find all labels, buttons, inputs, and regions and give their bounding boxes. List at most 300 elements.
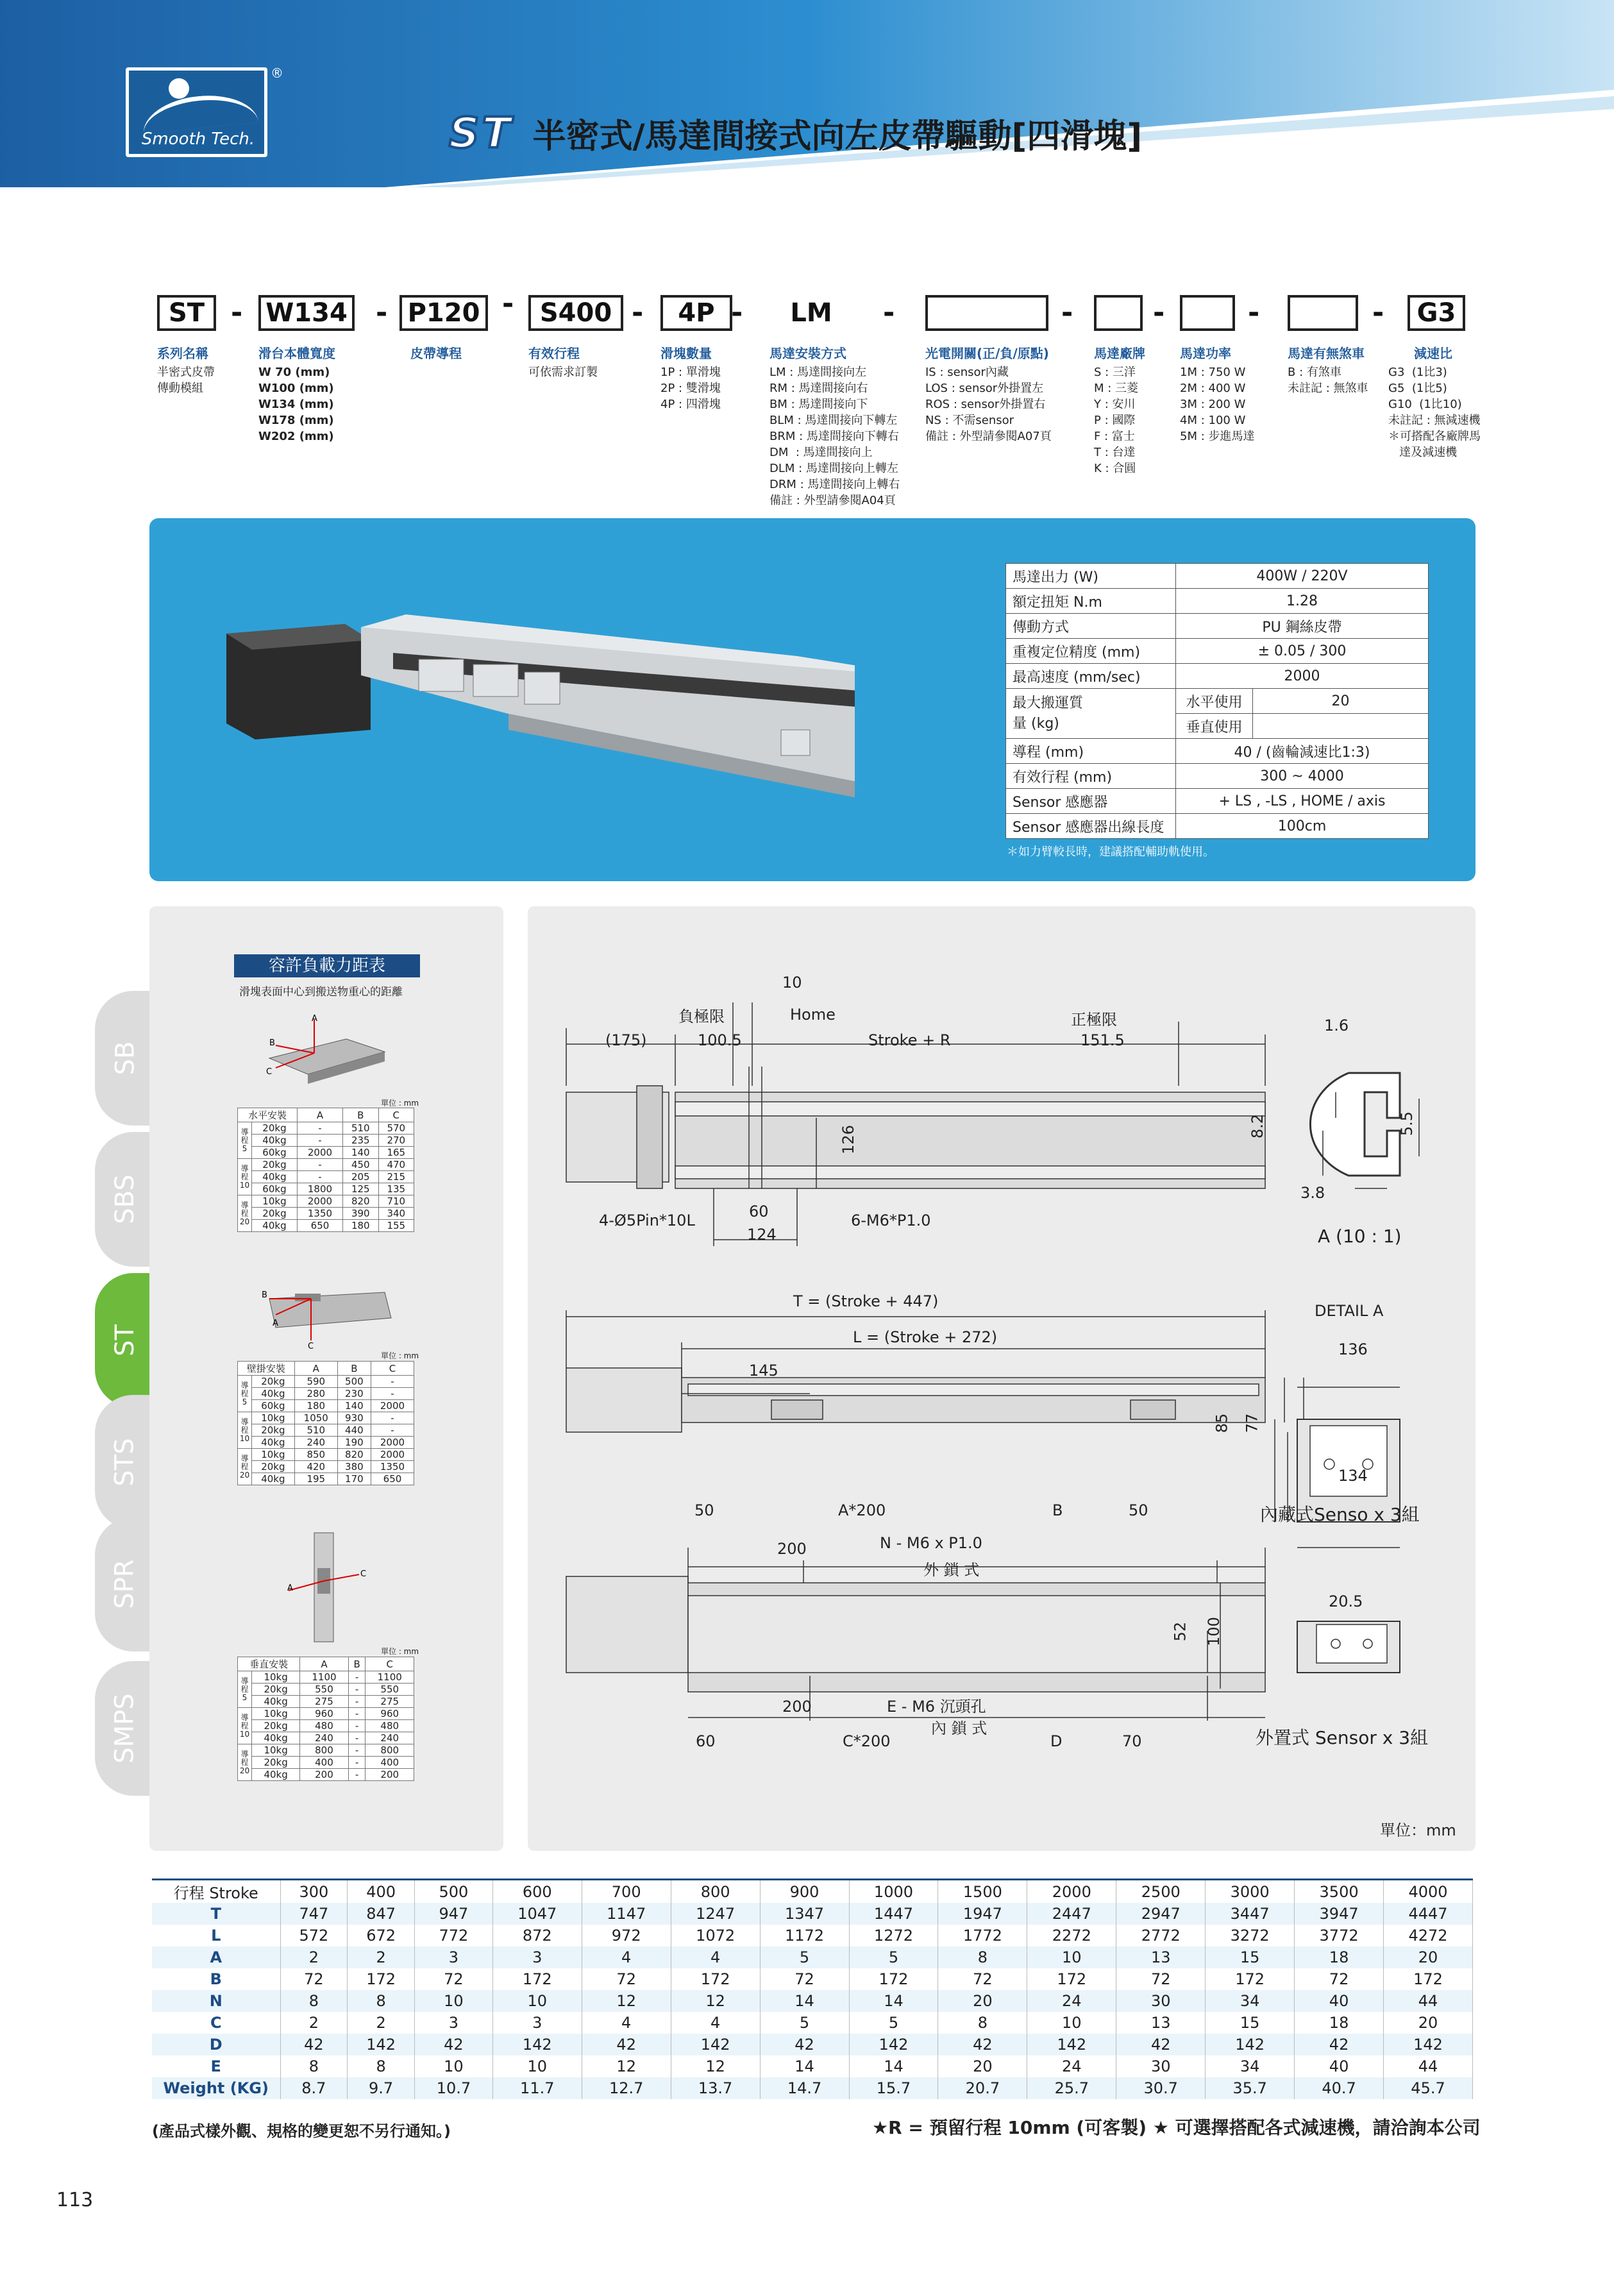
spec-table: 馬達出力 (W) 400W / 220V 額定扭矩 N.m 1.28 傳動方式 PU 鋼絲皮帶 重複定位精度 (mm) ± 0.05 / 300 最高速度 (mm/sec) 2000 最大搬運質量 (kg) 水平使用 20 垂直使用 導程 (mm) 40 / (齒輪減速比1:3) 有效行程 (mm) 300 ~ 4000 Sensor 感應器 + LS , -LS , HOME / axis Sensor 感應器出線長度 100cm [1005,563,1429,839]
code-title-series: 系列名稱 [157,346,208,361]
load-head-cell: B [348,1657,366,1671]
table-row [152,2034,1473,2055]
code-title-stroke: 有效行程 [528,346,580,361]
code-title-width: 滑台本體寬度 [258,346,335,361]
dim-60: 60 [749,1203,769,1220]
load-cell: 40kg [252,1135,298,1147]
dim-cell: 72 [582,1968,671,1990]
dim-cell: 1447 [849,1903,938,1925]
load-cell: 2000 [371,1400,414,1412]
label-pos-limit: 正極限 [1071,1011,1117,1029]
lead-cell: 導程10 [238,1412,252,1449]
dim-cell: 40.7 [1295,2077,1384,2099]
table-row [238,1171,414,1183]
dim-cell: 72 [415,1968,493,1990]
code-title-brand: 馬達廠牌 [1094,346,1145,361]
dim-d: D [1050,1732,1063,1750]
load-cell: 10kg [252,1412,295,1424]
dim-cell: 72 [280,1968,348,1990]
code-text-width: W 70 (mm) W100 (mm) W134 (mm) W178 (mm) W202 (mm) [258,366,334,443]
dim-cell: 5 [760,1946,849,1968]
dim-cell: 972 [582,1925,671,1946]
dim-t-eq: T = (Stroke + 447) [793,1292,939,1310]
dim-cell: 1947 [938,1903,1027,1925]
load-cell: - [371,1376,414,1388]
load-title: 容許負載力距表 [234,954,420,977]
lead-cell: 導程20 [238,1449,252,1485]
dim-cell: 44 [1384,1990,1473,2012]
tab-sb[interactable]: SB [95,991,155,1126]
dim-c200: C*200 [843,1732,891,1750]
table-row [238,1208,414,1220]
load-cell: 650 [371,1473,414,1485]
dim-cell: 5 [849,2012,938,2034]
code-box-stroke: S400 [528,295,623,331]
table-row [152,1925,1473,1946]
code-text-gear: G3 (1比3) G5 (1比5) G10 (1比10) 未註記 : 無減速機 ＊可搭配各廠牌馬 達及減速機 [1388,366,1481,459]
table-row [238,1220,414,1232]
dim-cell: 72 [938,1968,1027,1990]
dim-cell: 18 [1295,1946,1384,1968]
dim-cell: 142 [1206,2034,1295,2055]
dim-header-cell: 2000 [1027,1880,1116,1903]
dim-cell: 24 [1027,2055,1116,2077]
dim-cell: 30.7 [1116,2077,1206,2099]
load-head-cell: B [343,1108,378,1122]
load-cell: 165 [378,1147,414,1159]
table-row [238,1757,414,1769]
tab-smps[interactable]: SMPS [95,1661,155,1796]
dim-cell: 10.7 [415,2077,493,2099]
dim-10: 10 [782,974,802,992]
table-row [152,1946,1473,1968]
dim-cell: 172 [1027,1968,1116,1990]
vertical-mount-icon [282,1530,378,1645]
dim-cell: 44 [1384,2055,1473,2077]
label-detail-a: DETAIL A [1315,1302,1384,1320]
table-row [238,1424,414,1437]
load-cell: - [348,1720,366,1732]
table-row [238,1696,414,1708]
dim-60-b: 60 [696,1732,716,1750]
product-image [149,518,855,881]
load-cell: 140 [337,1400,371,1412]
dim-cell: 772 [415,1925,493,1946]
dim-cell: 42 [582,2034,671,2055]
load-cell: 125 [343,1183,378,1195]
dim-cell: 1247 [671,1903,760,1925]
dim-a200: A*200 [838,1501,886,1519]
lead-cell: 導程5 [238,1376,252,1412]
table-row [238,1183,414,1195]
code-text-series: 半密式皮帶 傳動模組 [157,366,215,395]
load-cell: 40kg [252,1696,300,1708]
dim-cell: 3 [415,2012,493,2034]
dim-cell: 15.7 [849,2077,938,2099]
dim-cell: 10 [1027,1946,1116,1968]
page-number: 113 [56,2189,94,2211]
dim-header-cell: 700 [582,1880,671,1903]
load-table-horizontal [237,1108,414,1232]
load-cell: 340 [378,1208,414,1220]
load-cell: 960 [366,1708,414,1720]
load-head-cell: 垂直安裝 [238,1657,300,1671]
load-cell: - [348,1671,366,1684]
dim-cell: 12 [582,2055,671,2077]
label-pin: 4-Ø5Pin*10L [599,1211,695,1229]
label-lock-internal: 內 鎖 式 [931,1719,988,1737]
load-head-cell: A [294,1362,337,1376]
dim-cell: 747 [280,1903,348,1925]
dim-cell: 1347 [760,1903,849,1925]
load-cell: 1350 [297,1208,342,1220]
dim-header-cell: 300 [280,1880,348,1903]
load-cell: 390 [343,1208,378,1220]
dim-cell: 5 [760,2012,849,2034]
load-cell: 240 [294,1437,337,1449]
load-head-cell: A [300,1657,349,1671]
load-cell: - [348,1769,366,1781]
dim-cell: 11.7 [492,2077,582,2099]
dim-header-cell: 3500 [1295,1880,1384,1903]
load-cell: - [348,1744,366,1757]
table-row [152,2012,1473,2034]
code-box-width: W134 [258,295,355,331]
load-table-vertical [237,1657,414,1781]
dim-cell: 42 [760,2034,849,2055]
code-text-slider: 1P : 單滑塊 2P : 雙滑塊 4P : 四滑塊 [660,366,721,411]
table-row [152,2055,1473,2077]
dim-cell: 12.7 [582,2077,671,2099]
dim-cell: 14.7 [760,2077,849,2099]
dim-cell: 172 [492,1968,582,1990]
load-cell: 480 [366,1720,414,1732]
dim-cell: 1172 [760,1925,849,1946]
dim-124: 124 [747,1226,777,1244]
dim-cell: 672 [348,1925,415,1946]
load-cell: 275 [300,1696,349,1708]
label-lock-external: 外 鎖 式 [923,1561,980,1579]
axis-label-b: B [262,1290,267,1300]
series-code: ST [449,108,514,158]
label-m6: 6-M6*P1.0 [851,1211,931,1229]
load-cell: 500 [337,1376,371,1388]
dim-cell: 2 [280,1946,348,1968]
load-cell: 1050 [294,1412,337,1424]
load-cell: - [348,1757,366,1769]
dim-cell: 24 [1027,1990,1116,2012]
table-row [238,1412,414,1424]
load-cell: 1100 [366,1671,414,1684]
dim-cell: 8 [938,2012,1027,2034]
dim-cell: 4 [671,1946,760,1968]
axis-label-b: B [269,1038,275,1048]
load-cell: 280 [294,1388,337,1400]
lead-cell: 導程10 [238,1159,252,1195]
load-cell: 20kg [252,1376,295,1388]
load-cell: 40kg [252,1473,295,1485]
axis-label-a: A [273,1319,278,1328]
load-cell: 2000 [371,1449,414,1461]
dim-cell: 1272 [849,1925,938,1946]
dim-50-a: 50 [694,1501,714,1519]
table-row [238,1388,414,1400]
table-row [238,1708,414,1720]
dim-70: 70 [1122,1732,1142,1750]
load-cell: 1350 [371,1461,414,1473]
dim-cell: 72 [1295,1968,1384,1990]
tab-sts[interactable]: STS [95,1395,155,1530]
dim-cell: 12 [582,1990,671,2012]
dim-52: 52 [1171,1621,1189,1642]
axis-label-c: C [308,1342,314,1350]
load-cell: 550 [300,1684,349,1696]
load-cell: 470 [378,1159,414,1171]
load-cell: 200 [366,1769,414,1781]
load-cell: - [348,1732,366,1744]
load-cell: 450 [343,1159,378,1171]
table-row [238,1135,414,1147]
page-header [0,0,1614,187]
dim-100-5: 100.5 [698,1031,742,1049]
dim-header-cell: 800 [671,1880,760,1903]
lead-cell: 導程5 [238,1671,252,1708]
load-cell: 135 [378,1183,414,1195]
dim-cell: 40 [1295,1990,1384,2012]
dim-cell: 142 [1384,2034,1473,2055]
code-box-series: ST [157,295,216,331]
title-text: 半密式/馬達間接式向左皮帶驅動[四滑塊] [532,117,1143,156]
load-cell: 1800 [297,1183,342,1195]
load-cell: 2000 [371,1437,414,1449]
load-cell: 2000 [297,1195,342,1208]
dim-cell: 20 [1384,1946,1473,1968]
load-cell: 140 [343,1147,378,1159]
dim-cell: T [152,1903,280,1925]
load-cell: 400 [300,1757,349,1769]
label-neg-limit: 負極限 [678,1008,725,1026]
load-cell: 2000 [297,1147,342,1159]
load-cell: - [297,1135,342,1147]
tab-spr[interactable]: SPR [95,1517,155,1651]
code-title-sensor: 光電開關(正/負/原點) [925,346,1049,361]
dim-cell: B [152,1968,280,1990]
load-cell: 60kg [252,1147,298,1159]
load-cell: - [371,1412,414,1424]
dim-header-cell: 行程 Stroke [152,1880,280,1903]
dim-cell: 20 [1384,2012,1473,2034]
load-cell: 800 [300,1744,349,1757]
load-cell: - [348,1684,366,1696]
load-head-cell: C [366,1657,414,1671]
dim-cell: 172 [849,1968,938,1990]
company-logo: Smooth Tech. ® [126,67,267,157]
tab-sbs[interactable]: SBS [95,1132,155,1267]
dim-cell: 72 [1116,1968,1206,1990]
dim-cell: 3447 [1206,1903,1295,1925]
table-row [238,1671,414,1684]
dim-50-b: 50 [1129,1501,1148,1519]
dim-b: B [1052,1501,1063,1519]
axis-label-c: C [360,1569,367,1579]
dim-175: (175) [605,1031,647,1049]
load-cell: 155 [378,1220,414,1232]
dim-cell: 2447 [1027,1903,1116,1925]
load-cell: 40kg [252,1769,300,1781]
dim-77: 77 [1243,1413,1261,1433]
dim-cell: 8 [280,1990,348,2012]
code-text-stroke: 可依需求訂製 [528,366,598,379]
dim-cell: 172 [1384,1968,1473,1990]
dim-126: 126 [839,1125,857,1154]
label-n-m6: N - M6 x P1.0 [880,1534,982,1552]
dim-cell: 847 [348,1903,415,1925]
load-cell: 820 [337,1449,371,1461]
dim-cell: 172 [348,1968,415,1990]
dim-cell: 18 [1295,2012,1384,2034]
dim-cell: A [152,1946,280,1968]
lead-cell: 導程20 [238,1195,252,1232]
load-cell: 20kg [252,1208,298,1220]
dim-cell: 12 [671,2055,760,2077]
load-cell: - [371,1424,414,1437]
table-row [238,1195,414,1208]
dim-cell: 2 [348,2012,415,2034]
dim-cell: 8 [938,1946,1027,1968]
table-row [238,1473,414,1485]
load-cell: 205 [343,1171,378,1183]
load-cell: 10kg [252,1195,298,1208]
dim-cell: 1047 [492,1903,582,1925]
dim-cell: L [152,1925,280,1946]
dim-cell: 10 [1027,2012,1116,2034]
load-cell: 240 [366,1732,414,1744]
dim-cell: 42 [1116,2034,1206,2055]
load-cell: 380 [337,1461,371,1473]
dim-cell: 14 [849,2055,938,2077]
unit-mm: 單位：mm [1380,1821,1456,1839]
axis-label-a: A [312,1014,317,1024]
axis-label-a: A [287,1583,293,1593]
dim-header-cell: 600 [492,1880,582,1903]
table-row [238,1744,414,1757]
load-cell: 40kg [252,1171,298,1183]
load-cell: - [348,1696,366,1708]
code-text-brand: S : 三洋 M : 三菱 Y : 安川 P : 國際 F : 富士 T : 台達 K : 合圓 [1094,366,1139,475]
dim-cell: 1772 [938,1925,1027,1946]
table-row [152,2077,1473,2099]
dim-header-cell: 400 [348,1880,415,1903]
load-cell: 510 [294,1424,337,1437]
wall-mount-icon [256,1279,398,1350]
load-cell: 195 [294,1473,337,1485]
dim-cell: C [152,2012,280,2034]
dim-cell: 42 [280,2034,348,2055]
label-sensor-internal: 內藏式Senso x 3組 [1260,1504,1420,1525]
table-row [152,1903,1473,1925]
dim-cell: 13 [1116,1946,1206,1968]
dim-cell: 42 [415,2034,493,2055]
code-text-mount: LM : 馬達間接向左 RM : 馬達間接向右 BM : 馬達間接向下 BLM : 馬達間接向下轉左 BRM : 馬達間接向下轉右 DM : 馬達間接向上 DLM : 馬達間接向上轉左 DRM : 馬達間接向上轉右 備註 : 外型請參閱A04頁 [769,366,900,507]
dim-cell: 9.7 [348,2077,415,2099]
load-cell: 850 [294,1449,337,1461]
load-cell: 960 [300,1708,349,1720]
dim-cell: 4 [582,2012,671,2034]
load-cell: 20kg [252,1159,298,1171]
load-cell: 510 [343,1122,378,1135]
horizontal-mount-icon [256,1013,398,1097]
axis-label-c: C [266,1067,273,1077]
load-cell: 10kg [252,1708,300,1720]
dim-header-cell: 1500 [938,1880,1027,1903]
load-cell: 190 [337,1437,371,1449]
dim-cell: 15 [1206,2012,1295,2034]
dim-cell: 15 [1206,1946,1295,1968]
code-box-power [1180,295,1235,331]
dim-cell: 2772 [1116,1925,1206,1946]
table-row [238,1159,414,1171]
load-head-cell: 壁掛安裝 [238,1362,295,1376]
dim-header-cell: 3000 [1206,1880,1295,1903]
code-title-lead: 皮帶導程 [410,346,462,361]
table-row [238,1437,414,1449]
tab-st[interactable]: ST [95,1273,155,1408]
dim-cell: 1147 [582,1903,671,1925]
load-cell: 710 [378,1195,414,1208]
label-home: Home [790,1006,836,1024]
dim-cell: N [152,1990,280,2012]
table-row [238,1732,414,1744]
code-text-power: 1M : 750 W 2M : 400 W 3M : 200 W 4M : 100 W 5M : 步進馬達 [1180,366,1255,443]
dim-cell: 172 [671,1968,760,1990]
dim-145: 145 [749,1362,778,1380]
load-cell: 20kg [252,1757,300,1769]
load-cell: 180 [294,1400,337,1412]
load-cell: 40kg [252,1437,295,1449]
dim-100: 100 [1204,1617,1223,1646]
load-cell: 480 [300,1720,349,1732]
code-box-brake [1288,295,1358,331]
code-title-brake: 馬達有無煞車 [1288,346,1365,361]
label-a-scale: A (10 : 1) [1318,1226,1402,1247]
load-cell: 20kg [252,1461,295,1473]
dim-cell: 34 [1206,2055,1295,2077]
load-cell: - [297,1171,342,1183]
dim-cell: 10 [492,1990,582,2012]
dim-cell: E [152,2055,280,2077]
dim-cell: 3947 [1295,1903,1384,1925]
technical-drawing [528,906,1475,1851]
dim-cell: 572 [280,1925,348,1946]
dim-cell: 142 [671,2034,760,2055]
disclaimer: (產品式樣外觀、規格的變更恕不另行通知。) [152,2122,451,2140]
dim-cell: 20 [938,2055,1027,2077]
dim-1-6: 1.6 [1324,1017,1349,1034]
dim-cell: 8 [348,1990,415,2012]
dim-cell: 42 [1295,2034,1384,2055]
dim-cell: 2 [280,2012,348,2034]
code-box-brand [1094,295,1143,331]
dim-cell: 8.7 [280,2077,348,2099]
dim-cell: 25.7 [1027,2077,1116,2099]
load-cell: 200 [300,1769,349,1781]
load-cell: 590 [294,1376,337,1388]
load-cell: 820 [343,1195,378,1208]
dim-header-cell: 2500 [1116,1880,1206,1903]
label-e-m6: E - M6 沉頭孔 [887,1698,986,1716]
dim-cell: 872 [492,1925,582,1946]
dim-cell: 14 [849,1990,938,2012]
